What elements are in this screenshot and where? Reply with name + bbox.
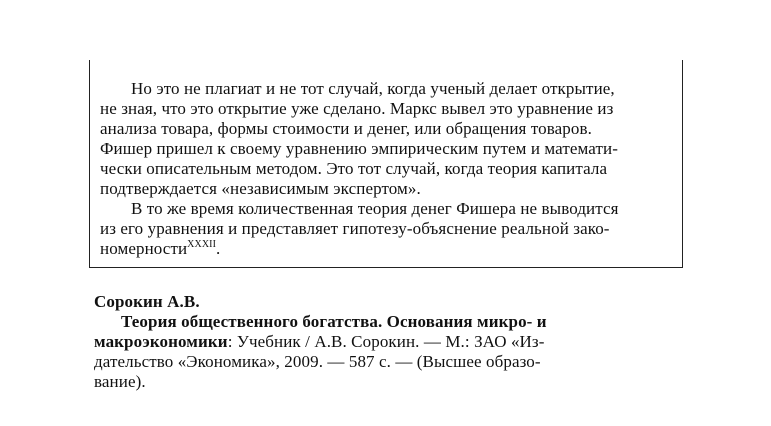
quote-line-9-text: номерности (100, 239, 188, 258)
quote-line-5: чески описательным методом. Это тот случай, когда теория капитала (100, 159, 608, 178)
quote-line-4: Фишер пришел к своему уравнению эмпирическим путем и математи- (100, 139, 618, 158)
quote-line-1: Но это не плагиат и не тот случай, когда ученый делает открытие, (131, 79, 615, 98)
citation-title-line-2: макроэкономики (94, 332, 228, 351)
quote-line-7: В то же время количественная теория денег Фишера не выводится (131, 199, 619, 218)
quote-line-9 (100, 239, 220, 262)
quote-line-6: подтверждается «независимым экспертом». (100, 179, 421, 198)
citation-author: Сорокин А.В. (94, 292, 200, 311)
quote-end-punct: . (216, 239, 221, 258)
citation-line-4: вание). (94, 372, 146, 391)
citation-line-2 (94, 332, 545, 352)
quote-line-3: анализа товара, формы стоимости и денег, или обращения товаров. (100, 119, 592, 138)
quote-line-2: не зная, что это открытие уже сделано. Маркс вывел это уравнение из (100, 99, 614, 118)
citation-publisher: : Учебник / А.В. Сорокин. — М.: ЗАО «Из- (227, 332, 545, 351)
footnote-mark: XXXII (187, 239, 216, 250)
quote-line-8: из его уравнения и представляет гипотезу-объяснение реальной зако- (100, 219, 610, 238)
citation-title-line-1: Теория общественного богатства. Основания микро- и (121, 312, 547, 331)
citation-line-3: дательство «Экономика», 2009. — 587 с. — (Высшее образо- (94, 352, 541, 371)
